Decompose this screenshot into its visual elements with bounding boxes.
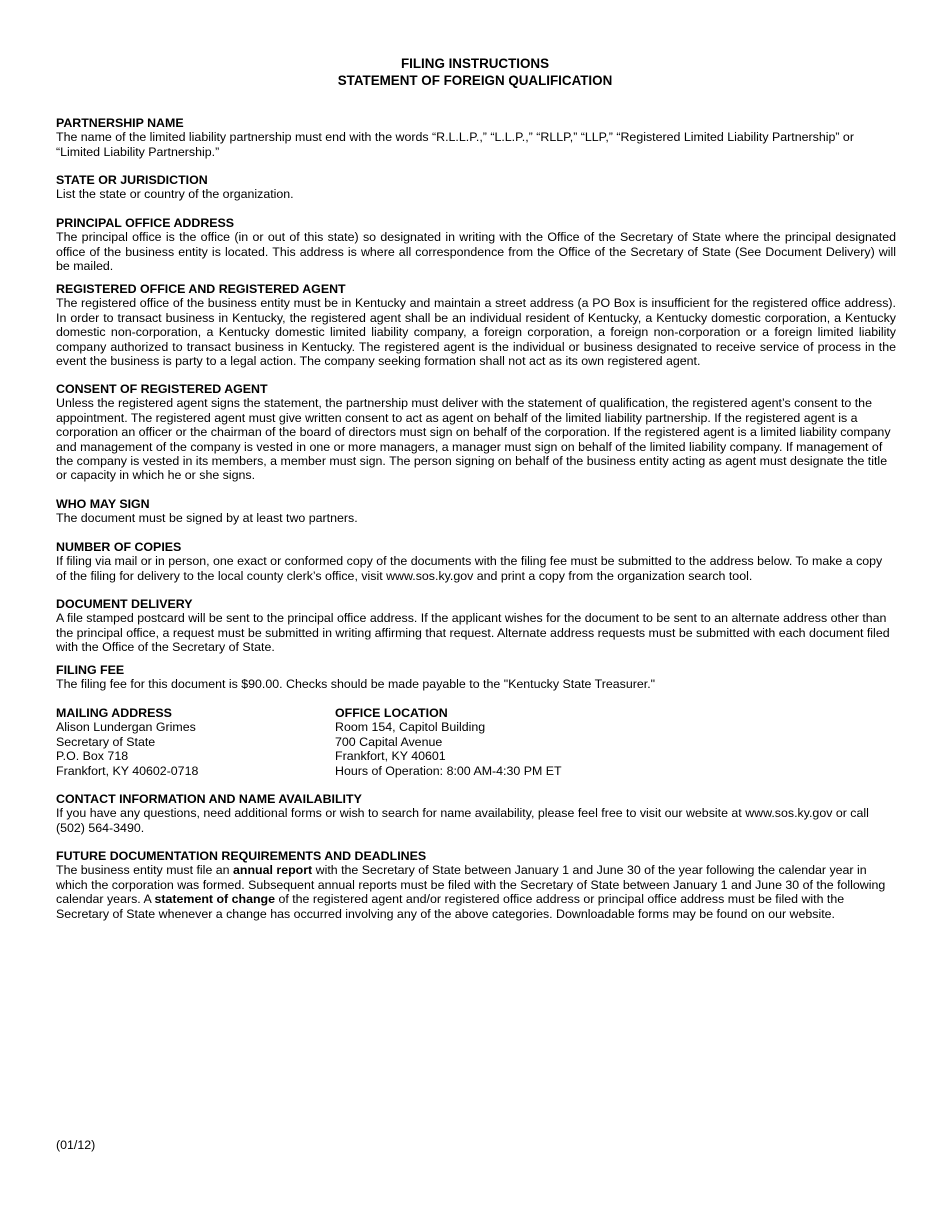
office-location-line: Room 154, Capitol Building [335, 720, 486, 735]
section-principal-office [56, 216, 896, 274]
office-location-heading: OFFICE LOCATION [335, 706, 448, 720]
section-heading: DOCUMENT DELIVERY [56, 597, 193, 611]
section-body [56, 863, 896, 921]
statement-of-change-term: statement of change [154, 892, 275, 907]
section-body: If filing via mail or in person, one exact or conformed copy of the documents with the filing fee must be submitted to the address below. To make a copy of the filing for delivery to the local county clerk’s office, visit www.sos.ky.gov and print a copy from the organization search tool. [56, 554, 883, 583]
section-body: A file stamped postcard will be sent to the principal office address. If the applicant wishes for the document to be sent to an alternate address other than the principal office, a request must be submitted in writing affirming that request. Alternate address requests must be submitted with each document filed with the Office of the Secretary of State. [56, 611, 890, 655]
section-heading: WHO MAY SIGN [56, 497, 150, 511]
section-body: If you have any questions, need additional forms or wish to search for name availability, please feel free to visit our website at www.sos.ky.gov or call (502) 564-3490. [56, 806, 869, 835]
section-heading: NUMBER OF COPIES [56, 540, 182, 554]
section-body: The document must be signed by at least two partners. [56, 511, 358, 526]
section-heading: STATE OR JURISDICTION [56, 173, 208, 187]
office-location-line: Frankfort, KY 40601 [335, 749, 446, 764]
section-number-of-copies [56, 540, 896, 583]
section-body: The filing fee for this document is $90.00. Checks should be made payable to the "Kentucky State Treasurer." [56, 677, 656, 692]
annual-report-term: annual report [233, 863, 313, 878]
revision-date: (01/12) [56, 1138, 96, 1152]
office-location-line: 700 Capital Avenue [335, 734, 443, 749]
section-heading: PARTNERSHIP NAME [56, 116, 184, 130]
title-line-2: STATEMENT OF FOREIGN QUALIFICATION [337, 72, 613, 88]
section-heading: CONSENT OF REGISTERED AGENT [56, 382, 268, 396]
section-registered-office [56, 282, 896, 368]
section-heading: FUTURE DOCUMENTATION REQUIREMENTS AND DEADLINES [56, 849, 427, 863]
body-text: The business entity must file an [56, 863, 233, 878]
section-heading: PRINCIPAL OFFICE ADDRESS [56, 216, 235, 230]
mailing-address-heading: MAILING ADDRESS [56, 706, 172, 720]
section-future-requirements [56, 849, 896, 921]
body-text: of the registered agent and/or registered office address or principal office address must be filed with the Secretary of State whenever a change has occurred involving any of the above categories. Downloadable forms may be found on our website. [56, 892, 845, 921]
section-consent [56, 382, 896, 483]
section-who-may-sign [56, 497, 896, 526]
section-body: The registered office of the business entity must be in Kentucky and maintain a street address (a PO Box is insufficient for the registered office address). In order to transact business in Kentucky, the registered agent shall be an individual resident of Kentucky, a Kentucky domestic corporation, a Kentucky domestic non-corporation, a Kentucky domestic limited liability company, a foreign corporation, a foreign non-corporation or a foreign limited liability company authorized to transact business in Kentucky. The registered agent is the individual or business designated to receive service of process in the event the business is party to a legal action. The company seeking formation shall not act as its own registered agent. [56, 296, 896, 369]
office-location-block [335, 706, 675, 778]
body-text: with the Secretary of State between January 1 and June 30 of the year following the calendar year in which the corporation was formed. Subsequent annual reports must be filed with the Secretary of State between January 1 and June 30 of the following calendar years. A [56, 863, 886, 907]
section-body: List the state or country of the organization. [56, 187, 294, 202]
section-body: Unless the registered agent signs the statement, the partnership must deliver with the statement of qualification, the registered agent’s consent to the appointment. The registered agent must give written consent to act as agent on behalf of the limited liability partnership. If the registered agent is a corporation an officer or the chairman of the board of directors must sign on behalf of the corporation. If the registered agent is a limited liability company and management of the company is vested in one or more managers, a manager must sign on behalf of the limited liability company. If management of the company is vested in its members, a member must sign. The person signing on behalf of the business entity acting as agent must designate the title or capacity in which he or she signs. [56, 396, 891, 483]
title-line-1: FILING INSTRUCTIONS [400, 56, 550, 71]
section-state [56, 173, 896, 202]
section-heading: REGISTERED OFFICE AND REGISTERED AGENT [56, 282, 346, 296]
office-location-line: Hours of Operation: 8:00 AM-4:30 PM ET [335, 763, 562, 778]
section-body: The name of the limited liability partnership must end with the words “R.L.L.P.,” “L.L.P.,” “RLLP,” “LLP,” “Registered Limited Liability Partnership” or “Limited Liability Partnership.” [56, 130, 854, 159]
section-heading: CONTACT INFORMATION AND NAME AVAILABILITY [56, 792, 362, 806]
mailing-address-line: Frankfort, KY 40602-0718 [56, 763, 199, 778]
mailing-address-line: Alison Lundergan Grimes [56, 720, 196, 735]
section-filing-fee [56, 663, 896, 692]
mailing-address-line: P.O. Box 718 [56, 749, 129, 764]
section-contact [56, 792, 896, 835]
mailing-address-block [56, 706, 326, 778]
section-partnership-name [56, 116, 896, 159]
document-title [0, 56, 950, 89]
section-body: The principal office is the office (in or out of this state) so designated in writing with the Office of the Secretary of State where the principal designated office of the business entity is located. This address is where all correspondence from the Office of the Secretary of State (See Document Delivery) will be mailed. [56, 230, 896, 274]
section-heading: FILING FEE [56, 663, 125, 677]
mailing-address-line: Secretary of State [56, 734, 156, 749]
section-document-delivery [56, 597, 896, 655]
